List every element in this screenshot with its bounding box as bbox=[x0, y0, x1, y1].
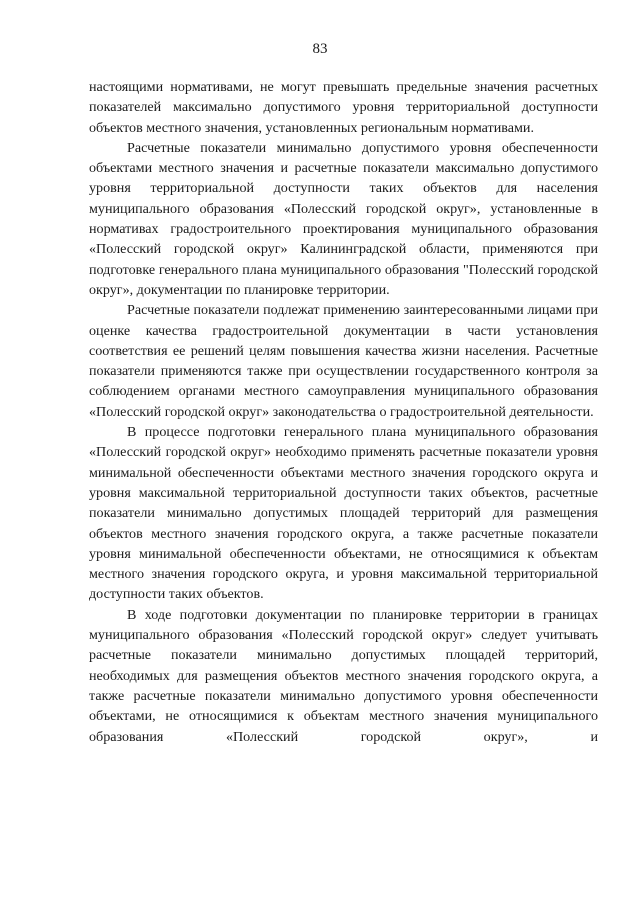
paragraph-indicators-application: Расчетные показатели минимально допустимого уровня обеспеченности объектами местного значения и расчетные показатели максимально допустимого уровня территориальной доступности таких объектов для населения муниципального образования «Полесский городской округ», установленные в нормативах градостроительного проектирования муниципального образования «Полесский городской округ» Калининградской области, применяются при подготовке генерального плана муниципального образования "Полесский городской округ», документации по планировке территории. bbox=[89, 139, 598, 298]
paragraph-continuation: настоящими нормативами, не могут превышать предельные значения расчетных показателей максимально допустимого уровня территориальной доступности объектов местного значения, установленных региональным нормативами. bbox=[89, 79, 598, 136]
paragraph-territory-planning: В ходе подготовки документации по планировке территории в границах муниципального образования «Полесский городской округ» следует учитывать расчетные показатели минимально допустимых площадей территорий, необходимых для размещения объектов местного значения городского округа, а также расчетные показатели минимально допустимого уровня обеспеченности объектами, не относящимися к объектам местного значения муниципального образования «Полесский городской округ», и bbox=[89, 606, 598, 745]
document-body bbox=[89, 77, 598, 747]
paragraph-interested-parties: Расчетные показатели подлежат применению заинтересованными лицами при оценке качества градостроительной документации в части установления соответствия ее решений целям повышения качества жизни населения. Расчетные показатели применяются также при осуществлении государственного контроля за соблюдением органами местного самоуправления муниципального образования «Полесский городской округ» законодательства о градостроительной деятельности. bbox=[89, 302, 598, 420]
paragraph-general-plan: В процессе подготовки генерального плана муниципального образования «Полесский городской округ» необходимо применять расчетные показатели уровня минимальной обеспеченности объектами местного значения городского округа и уровня максимальной территориальной доступности таких объектов, расчетные показатели минимально допустимых площадей территорий для размещения объектов местного значения городского округа, а также расчетные показатели уровня минимальной обеспеченности объектами, не относящимися к объектам местного значения городского округа, и уровня максимальной территориальной доступности таких объектов. bbox=[89, 424, 598, 603]
page-number: 83 bbox=[312, 41, 328, 57]
